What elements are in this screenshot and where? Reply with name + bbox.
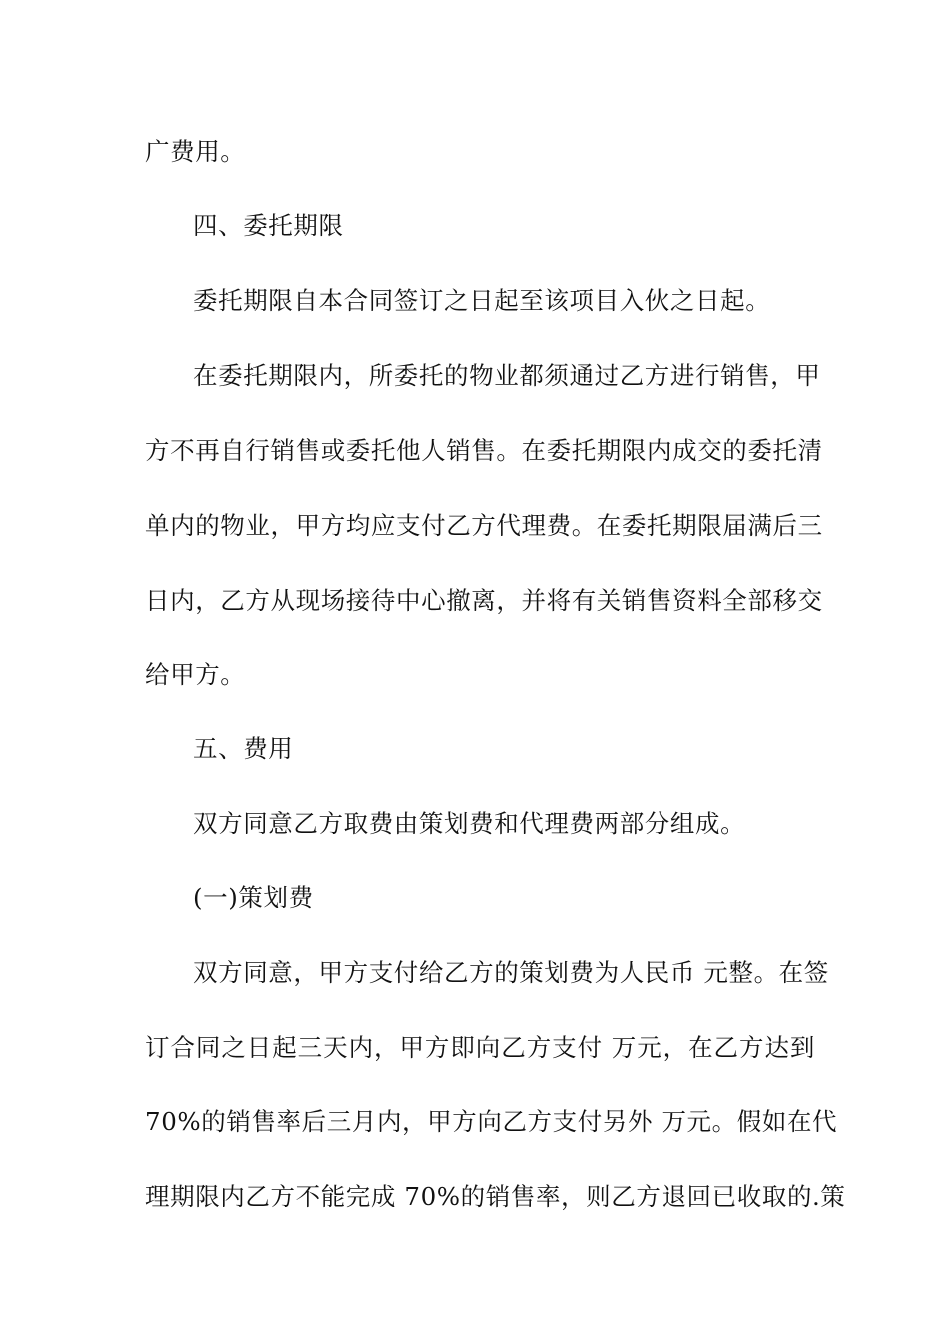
text-line: 方不再自行销售或委托他人销售。在委托期限内成交的委托清 [145,436,823,465]
section-heading: 五、费用 [193,734,294,763]
text-line: 单内的物业，甲方均应支付乙方代理费。在委托期限届满后三 [145,511,823,540]
text-line: 在委托期限内，所委托的物业都须通过乙方进行销售，甲 [193,361,821,390]
text-line: 理期限内乙方不能完成 70%的销售率，则乙方退回已收取的.策 [145,1182,846,1211]
text-line: 给甲方。 [145,660,246,689]
text-line: 70%的销售率后三月内，甲方向乙方支付另外 万元。假如在代 [145,1107,838,1136]
text-line: 广费用。 [145,137,246,166]
text-line: 双方同意，甲方支付给乙方的策划费为人民币 元整。在签 [193,958,829,987]
text-line: 委托期限自本合同签订之日起至该项目入伙之日起。 [193,286,771,315]
text-line: 双方同意乙方取费由策划费和代理费两部分组成。 [193,809,746,838]
text-line: 日内，乙方从现场接待中心撤离，并将有关销售资料全部移交 [145,586,823,615]
subsection-heading: (一)策划费 [193,883,314,912]
section-heading: 四、委托期限 [193,211,344,240]
text-line: 订合同之日起三天内，甲方即向乙方支付 万元，在乙方达到 [145,1033,815,1062]
